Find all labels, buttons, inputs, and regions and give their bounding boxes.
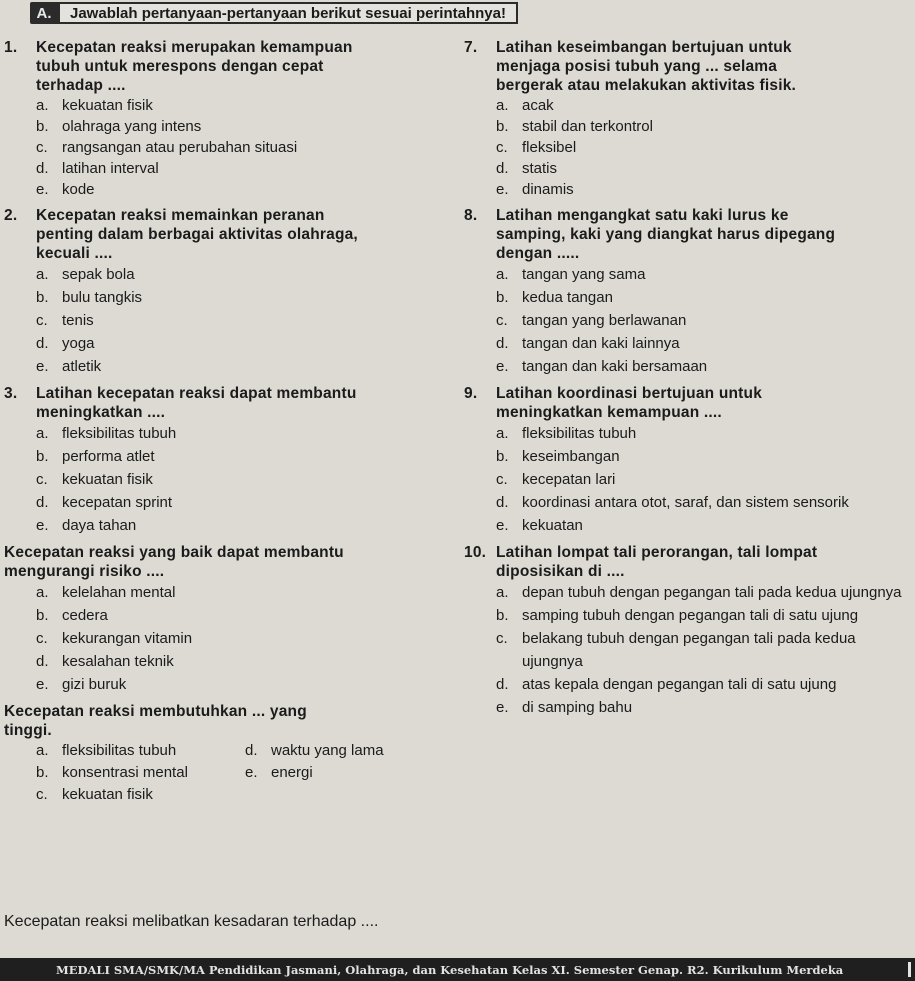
question-text: Kecepatan reaksi merupakan kemampuan tubuh untuk merespons dengan cepat terhadap .... <box>36 39 353 94</box>
option-c[interactable]: c. kekuatan fisik <box>36 471 153 488</box>
question-number: 9. <box>464 385 478 402</box>
question-4 <box>4 543 454 696</box>
section-title: Jawablah pertanyaan-pertanyaan berikut sesuai perintahnya! <box>58 2 518 24</box>
option-e[interactable]: e. tangan dan kaki bersamaan <box>496 358 708 375</box>
question-number: 2. <box>4 207 18 224</box>
question-text: Kecepatan reaksi memainkan peranan penting dalam berbagai aktivitas olahraga, kecuali .... <box>36 207 358 262</box>
question-text: Kecepatan reaksi melibatkan kesadaran terhadap .... <box>4 913 379 930</box>
question-number: 1. <box>4 39 18 56</box>
option-c[interactable]: c. rangsangan atau perubahan situasi <box>36 139 298 156</box>
option-e[interactable]: e. energi <box>245 764 313 781</box>
section-badge: A. <box>30 2 58 24</box>
option-a[interactable]: a. sepak bola <box>36 266 135 283</box>
option-b[interactable]: b. keseimbangan <box>496 448 620 465</box>
question-text: Kecepatan reaksi membutuhkan ... yang tinggi. <box>4 703 307 739</box>
question-9 <box>464 384 915 537</box>
option-a[interactable]: a. fleksibilitas tubuh <box>496 425 637 442</box>
option-e[interactable]: e. kode <box>36 181 95 198</box>
option-e[interactable]: e. atletik <box>36 358 102 375</box>
option-c[interactable]: c. belakang tubuh dengan pegangan tali pada kedua ujungnya <box>496 630 856 670</box>
option-b[interactable]: b. konsentrasi mental <box>36 764 188 781</box>
option-d[interactable]: d. kecepatan sprint <box>36 494 173 511</box>
option-e[interactable]: e. gizi buruk <box>36 676 127 693</box>
option-b[interactable]: b. samping tubuh dengan pegangan tali di satu ujung <box>496 607 859 624</box>
option-e[interactable]: e. daya tahan <box>36 517 137 534</box>
question-text: Kecepatan reaksi yang baik dapat membantu mengurangi risiko .... <box>4 544 344 580</box>
question-number: 10. <box>464 544 487 561</box>
section-header <box>30 0 518 26</box>
question-number: 7. <box>464 39 478 56</box>
option-b[interactable]: b. cedera <box>36 607 108 624</box>
question-text: Latihan lompat tali perorangan, tali lompat diposisikan di .... <box>496 544 818 580</box>
option-d[interactable]: d. koordinasi antara otot, saraf, dan sistem sensorik <box>496 494 849 511</box>
option-b[interactable]: b. olahraga yang intens <box>36 118 202 135</box>
question-1 <box>4 38 454 200</box>
option-d[interactable]: d. statis <box>496 160 558 177</box>
option-d[interactable]: d. latihan interval <box>36 160 159 177</box>
option-c[interactable]: c. tenis <box>36 312 94 329</box>
option-b[interactable]: b. performa atlet <box>36 448 155 465</box>
option-a[interactable]: a. acak <box>496 97 554 114</box>
option-d[interactable]: d. kesalahan teknik <box>36 653 174 670</box>
option-row <box>4 784 454 806</box>
option-row <box>4 740 454 762</box>
option-a[interactable]: a. kekuatan fisik <box>36 97 153 114</box>
right-column <box>464 38 915 725</box>
question-text: Latihan koordinasi bertujuan untuk meningkatkan kemampuan .... <box>496 385 763 421</box>
question-8 <box>464 206 915 378</box>
option-c[interactable]: c. kekuatan fisik <box>36 786 153 803</box>
left-column <box>4 38 454 812</box>
option-d[interactable]: d. tangan dan kaki lainnya <box>496 335 680 352</box>
option-e[interactable]: e. di samping bahu <box>496 699 633 716</box>
question-text: Latihan mengangkat satu kaki lurus ke samping, kaki yang diangkat harus dipegang dengan ..... <box>496 207 836 262</box>
option-d[interactable]: d. waktu yang lama <box>245 742 384 759</box>
question-text: Latihan keseimbangan bertujuan untuk menjaga posisi tubuh yang ... selama bergerak atau melakukan aktivitas fisik. <box>496 39 797 94</box>
option-a[interactable]: a. kelelahan mental <box>36 584 176 601</box>
option-c[interactable]: c. kecepatan lari <box>496 471 616 488</box>
page-edge-marker <box>908 962 911 977</box>
option-b[interactable]: b. bulu tangkis <box>36 289 143 306</box>
question-3 <box>4 384 454 537</box>
option-e[interactable]: e. kekuatan <box>496 517 583 534</box>
option-c[interactable]: c. fleksibel <box>496 139 577 156</box>
option-a[interactable]: a. depan tubuh dengan pegangan tali pada kedua ujungnya <box>496 584 902 601</box>
option-d[interactable]: d. atas kepala dengan pegangan tali di satu ujung <box>496 676 837 693</box>
option-a[interactable]: a. fleksibilitas tubuh <box>36 425 177 442</box>
question-text: Latihan kecepatan reaksi dapat membantu meningkatkan .... <box>36 385 357 421</box>
option-c[interactable]: c. kekurangan vitamin <box>36 630 193 647</box>
option-b[interactable]: b. stabil dan terkontrol <box>496 118 653 135</box>
option-b[interactable]: b. kedua tangan <box>496 289 613 306</box>
question-5 <box>4 702 454 806</box>
page-footer <box>0 958 915 981</box>
option-a[interactable]: a. fleksibilitas tubuh <box>36 742 177 759</box>
option-row <box>4 762 454 784</box>
option-c[interactable]: c. tangan yang berlawanan <box>496 312 687 329</box>
question-number: 8. <box>464 207 478 224</box>
option-e[interactable]: e. dinamis <box>496 181 574 198</box>
question-number: 3. <box>4 385 18 402</box>
option-d[interactable]: d. yoga <box>36 335 95 352</box>
question-7 <box>464 38 915 200</box>
option-a[interactable]: a. tangan yang sama <box>496 266 646 283</box>
question-2 <box>4 206 454 378</box>
question-10 <box>464 543 915 719</box>
footer-text: MEDALI SMA/SMK/MA Pendidikan Jasmani, Olahraga, dan Kesehatan Kelas XI. Semester Genap. R2. Kurikulum Merdeka <box>56 962 844 977</box>
